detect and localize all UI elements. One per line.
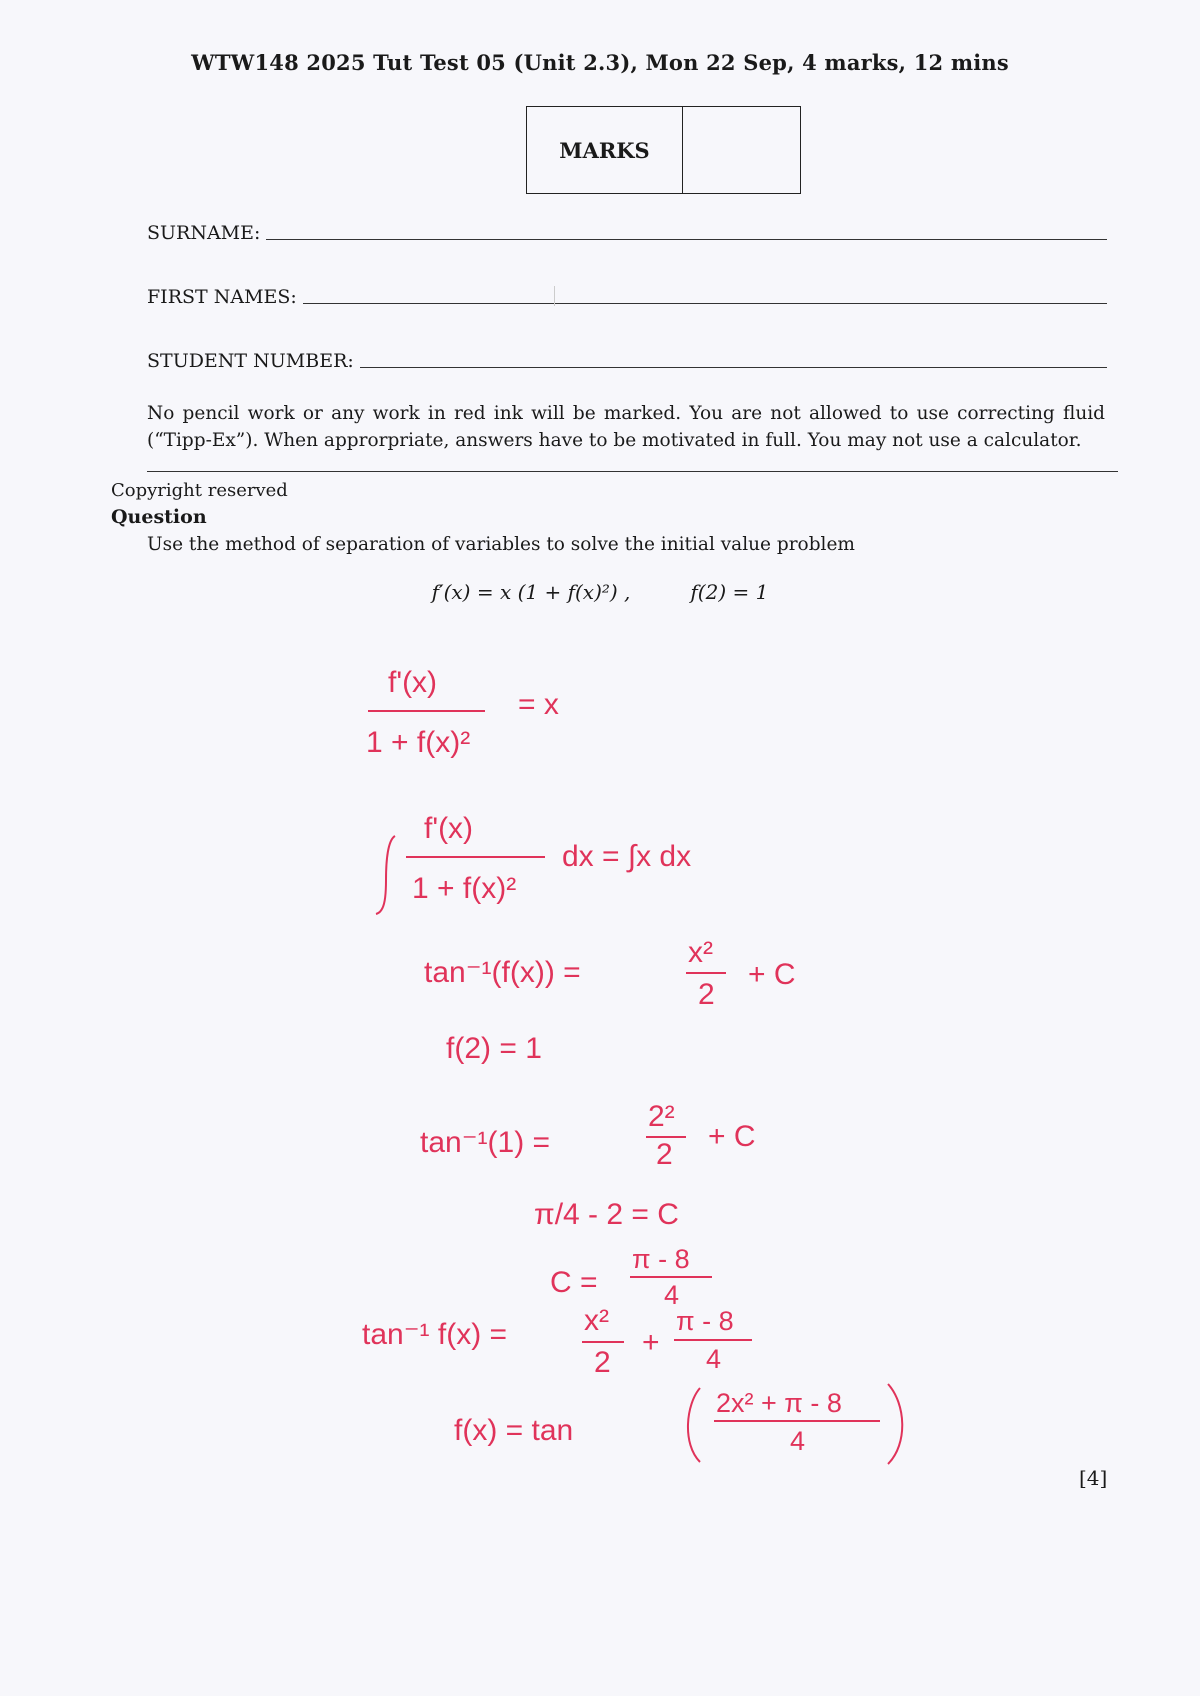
hw-left-paren (688, 1388, 700, 1462)
hw-step2-rhs: dx = ∫x dx (562, 840, 692, 873)
instructions: No pencil work or any work in red ink will be marked. You are not allowed to use correcting fluid (“Tipp-Ex”). When approrpriate, answers have to be motivated in full. You may not use a calculator. (147, 403, 1105, 451)
first-names-label: FIRST NAMES: (147, 286, 297, 308)
hw-step7-num: π - 8 (632, 1244, 690, 1274)
hw-step5-num: 2² (648, 1100, 675, 1133)
hw-step8-num1: x² (584, 1304, 609, 1337)
hw-step8-num2: π - 8 (676, 1306, 734, 1336)
hw-step5-lhs: tan⁻¹(1) = (420, 1126, 551, 1159)
hw-step1-rhs: = x (518, 688, 559, 721)
hw-integral-sign (376, 836, 395, 914)
hw-step8-den1: 2 (594, 1346, 611, 1379)
marks-label: MARKS (527, 107, 683, 193)
student-number-label: STUDENT NUMBER: (147, 350, 354, 372)
hw-step3-den: 2 (698, 978, 715, 1011)
hw-right-paren (888, 1384, 902, 1464)
question-heading: Question (111, 506, 207, 528)
question-text: Use the method of separation of variables to solve the initial value problem (147, 534, 855, 555)
differential-equation: f′(x) = x (1 + f(x)²) , (431, 580, 631, 604)
hw-step9-lhs: f(x) = tan (454, 1414, 574, 1447)
hw-step8-plus: + (642, 1326, 660, 1359)
copyright-note: Copyright reserved (111, 480, 288, 501)
hw-step8-lhs: tan⁻¹ f(x) = (362, 1318, 508, 1351)
hw-step6: π/4 - 2 = C (534, 1198, 679, 1231)
hw-step5-rhs: + C (708, 1120, 756, 1153)
hw-step7-lhs: C = (550, 1266, 598, 1299)
hw-step3-num: x² (688, 936, 713, 969)
hw-step1-den: 1 + f(x)² (366, 726, 471, 759)
hw-step4: f(2) = 1 (446, 1032, 542, 1065)
hw-step3-lhs: tan⁻¹(f(x)) = (424, 956, 581, 989)
initial-condition: f(2) = 1 (690, 580, 769, 604)
hw-step5-den: 2 (656, 1138, 673, 1171)
surname-label: SURNAME: (147, 222, 261, 244)
hw-step7-den: 4 (664, 1280, 680, 1310)
hw-step8-den2: 4 (706, 1344, 722, 1374)
hw-step3-rhs: + C (748, 958, 796, 991)
hw-step2-num: f'(x) (424, 812, 474, 845)
hw-step2-den: 1 + f(x)² (412, 872, 517, 905)
hw-step9-den: 4 (790, 1426, 806, 1456)
question-marks: [4] (1079, 1466, 1108, 1490)
test-title: WTW148 2025 Tut Test 05 (Unit 2.3), Mon 22 Sep, 4 marks, 12 mins (191, 50, 1009, 75)
hw-step1-num: f'(x) (388, 666, 438, 699)
hw-step9-num: 2x² + π - 8 (716, 1388, 842, 1418)
